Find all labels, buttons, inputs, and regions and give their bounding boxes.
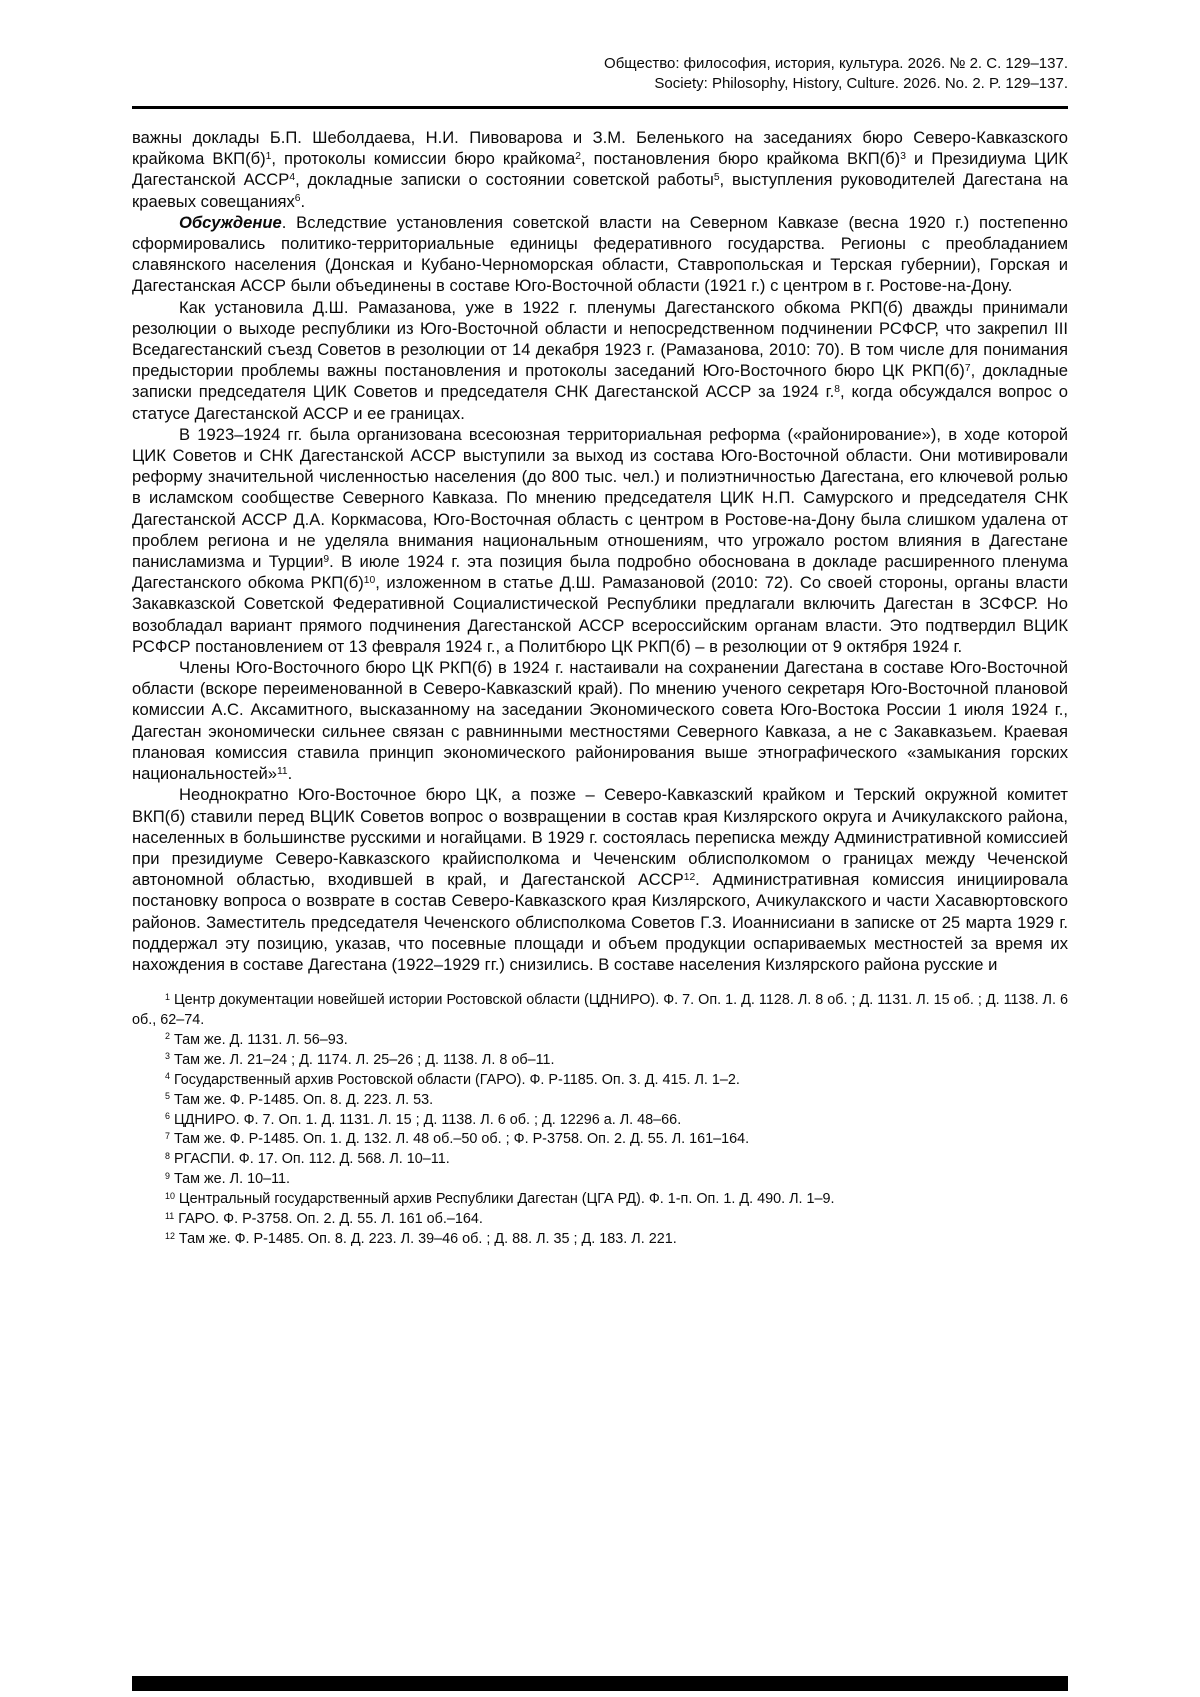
footnote xyxy=(132,1210,1068,1230)
journal-citation-ru: Общество: философия, история, культура. 2026. № 2. С. 129–137. xyxy=(604,55,1068,72)
text-run: . В июле 1924 г. эта позиция была подробно обоснована в докладе расширенного пленума Дагестанского обкома РКП(б) xyxy=(132,552,1068,593)
footnote-text: Там же. Л. 10–11. xyxy=(169,1171,291,1188)
paragraph xyxy=(132,784,1068,975)
footnote-text: Центр документации новейшей истории Ростовской области (ЦДНИРО). Ф. 7. Оп. 1. Д. 1128. Л. 8 об. ; Д. 1131. Л. 15 об. ; Д. 1138. Л. 6 об., 62–74. xyxy=(132,992,1069,1029)
bottom-page-bar xyxy=(132,1676,1068,1691)
footnote-ref: 1 xyxy=(265,151,272,163)
footnote xyxy=(132,1091,1068,1111)
footnote-marker: 2 xyxy=(165,1031,170,1042)
text-run: В 1923–1924 гг. была организована всесоюзная территориальная реформа («районирование»), в ходе которой ЦИК Советов и СНК Дагестанской АССР выступили за выход из состава Юго-Восточной области. Они мотивировали реформу значительной численностью населения (до 800 тыс. чел.) и полиэтничностью Дагестана, его ключевой ролью в исламском сообществе Северного Кавказа. По мнению председателя ЦИК Н.П. Самурского и председателя СНК Дагестанской АССР Д.А. Коркмасова, Юго-Восточная область с центром в Ростове-на-Дону была слишком удалена от проблем региона и не уделяла внимания национальным отношениям, что угрожало ростом влияния в Дагестане панисламизма и Турции xyxy=(132,424,1068,572)
footnote-text: Там же. Д. 1131. Л. 56–93. xyxy=(169,1031,348,1048)
footnote-marker: 10 xyxy=(165,1190,175,1201)
text-run: Неоднократно Юго-Восточное бюро ЦК, а позже – Северо-Кавказский крайком и Терский окружной комитет ВКП(б) ставили перед ВЦИК Советов вопрос о возвращении в состав края Кизлярского округа и Ачикулакского района, населенных в большинстве русскими и ногайцами. В 1929 г. состоялась переписка между Административной комиссией при президиуме Северо-Кавказского крайисполкома и Чеченским облисполкомом о границах между Чеченской автономной областью, входившей в край, и Дагестанской АССР xyxy=(132,785,1068,890)
paragraph xyxy=(132,212,1068,297)
footnote-marker: 5 xyxy=(165,1091,170,1102)
text-run: . Административная комиссия инициировала постановку вопроса о возврате в состав Северо-Кавказского края Кизлярского, Ачикулакского и части Хасавюртовского районов. Заместитель председателя Чеченского облисполкома Советов Г.З. Иоаннисиани в записке от 25 марта 1929 г. поддержал эту позицию, указав, что посевные площади и объем продукции оспариваемых местностей за время их нахождения в составе Дагестана (1922–1929 гг.) снизились. В составе населения Кизлярского района русские и xyxy=(132,870,1068,974)
footnote-marker: 9 xyxy=(165,1170,170,1181)
journal-header xyxy=(0,0,1200,94)
text-run: Как установила Д.Ш. Рамазанова, уже в 1922 г. пленумы Дагестанского обкома РКП(б) дважды принимали резолюции о выходе республики из Юго-Восточной области и непосредственном подчинении РСФСР, что закрепил III Вседагестанский съезд Советов в резолюции от 14 декабря 1923 г. (Рамазанова, 2010: 70). В том числе для понимания предыстории проблемы важны постановления и протоколы заседаний Юго-Восточного бюро ЦК РКП(б) xyxy=(132,297,1068,381)
footnote xyxy=(132,1031,1068,1051)
footnote xyxy=(132,1230,1068,1250)
footnote-ref: 2 xyxy=(575,151,581,163)
paragraph xyxy=(132,657,1068,784)
footnote-text: Там же. Ф. Р-1485. Оп. 1. Д. 132. Л. 48 об.–50 об. ; Ф. Р-3758. Оп. 2. Д. 55. Л. 161–164. xyxy=(169,1131,750,1148)
footnote-text: Там же. Л. 21–24 ; Д. 1174. Л. 25–26 ; Д. 1138. Л. 8 об–11. xyxy=(169,1051,555,1068)
text-run: Члены Юго-Восточного бюро ЦК РКП(б) в 1924 г. настаивали на сохранении Дагестана в составе Юго-Восточной области (вскоре переименованной в Северо-Кавказский край). По мнению ученого секретаря Юго-Восточной плановой комиссии А.С. Аксамитного, высказанному на заседании Экономического совета Юго-Востока России 1 июля 1924 г., Дагестан экономически сильнее связан с равнинными местностями Северного Кавказа, а не с Закавказьем. Краевая плановая комиссия ставила принцип экономического районирования выше этнографического «замыкания горских национальностей» xyxy=(132,658,1068,784)
footnote-text: Там же. Ф. Р-1485. Оп. 8. Д. 223. Л. 53. xyxy=(169,1091,434,1108)
footnote-ref: 8 xyxy=(834,384,840,396)
header-rule xyxy=(132,106,1068,109)
footnote-marker: 11 xyxy=(165,1210,175,1221)
footnote-text: Государственный архив Ростовской области (ГАРО). Ф. Р-1185. Оп. 3. Д. 415. Л. 1–2. xyxy=(169,1071,740,1088)
text-run: важны доклады Б.П. Шеболдаева, Н.И. Пивоварова и З.М. Беленького на заседаниях бюро Северо-Кавказского крайкома ВКП(б) xyxy=(132,128,1068,169)
text-run: Обсуждение xyxy=(179,212,282,232)
footnote-ref: 6 xyxy=(294,193,301,205)
footnote-ref: 9 xyxy=(323,553,330,565)
text-run: , докладные записки о состоянии советской работы xyxy=(295,170,714,190)
text-run: , изложенном в статье Д.Ш. Рамазановой (2010: 72). Со своей стороны, органы власти Закавказской Советской Федеративной Социалистической Республики предлагали включить Дагестан в ЗСФСР. Но возобладал вариант прямого подчинения Дагестанской АССР всероссийским органам власти. Это подтвердил ВЦИК РСФСР постановлением от 13 февраля 1924 г., а Политбюро ЦК РКП(б) – в резолюции от 9 октября 1924 г. xyxy=(132,573,1068,656)
text-run: , докладные записки председателя ЦИК Советов и председателя СНК Дагестанской АССР за 1924 г. xyxy=(132,361,1068,402)
article-body xyxy=(132,127,1068,975)
footnote-marker: 7 xyxy=(165,1131,170,1142)
footnote xyxy=(132,1190,1068,1210)
text-run: и Президиума ЦИК Дагестанской АССР xyxy=(132,149,1068,190)
footnote-marker: 6 xyxy=(165,1111,170,1122)
footnote-text: Там же. Ф. Р-1485. Оп. 8. Д. 223. Л. 39–46 об. ; Д. 88. Л. 35 ; Д. 183. Л. 221. xyxy=(174,1231,677,1247)
paragraph xyxy=(132,127,1068,212)
footnote-ref: 7 xyxy=(964,363,971,375)
footnote-text: ГАРО. Ф. Р-3758. Оп. 2. Д. 55. Л. 161 об.–164. xyxy=(174,1211,483,1228)
footnote xyxy=(132,991,1068,1031)
footnote-ref: 12 xyxy=(683,871,696,883)
paragraph xyxy=(132,297,1068,424)
footnote-ref: 4 xyxy=(289,172,296,184)
paragraph xyxy=(132,424,1068,657)
footnote-text: ЦДНИРО. Ф. 7. Оп. 1. Д. 1131. Л. 15 ; Д. 1138. Л. 6 об. ; Д. 12296 а. Л. 48–66. xyxy=(169,1111,682,1128)
footnote-text: Центральный государственный архив Республики Дагестан (ЦГА РД). Ф. 1-п. Оп. 1. Д. 490. Л. 1–9. xyxy=(174,1191,835,1208)
footnote-text: РГАСПИ. Ф. 17. Оп. 112. Д. 568. Л. 10–11. xyxy=(169,1151,450,1168)
text-run: . xyxy=(300,191,306,211)
footnote xyxy=(132,1130,1068,1150)
footnote-ref: 11 xyxy=(276,765,288,777)
footnote xyxy=(132,1071,1068,1091)
footnote-ref: 5 xyxy=(713,172,720,184)
footnotes xyxy=(132,991,1068,1250)
footnote-marker: 4 xyxy=(165,1071,170,1082)
footnote-ref: 10 xyxy=(363,575,376,587)
footnote-marker: 12 xyxy=(165,1230,175,1241)
text-run: . xyxy=(287,764,293,784)
footnote xyxy=(132,1170,1068,1190)
text-run: , постановления бюро крайкома ВКП(б) xyxy=(580,149,901,169)
footnote-marker: 1 xyxy=(165,991,170,1002)
footnote xyxy=(132,1150,1068,1170)
text-run: , когда обсуждался вопрос о статусе Дагестанской АССР и ее границах. xyxy=(132,382,1068,423)
journal-citation-en: Society: Philosophy, History, Culture. 2026. No. 2. P. 129–137. xyxy=(654,75,1068,92)
text-run: , протоколы комиссии бюро крайкома xyxy=(271,149,576,169)
footnote-marker: 8 xyxy=(165,1150,170,1161)
footnote xyxy=(132,1111,1068,1131)
footnote xyxy=(132,1051,1068,1071)
text-run: . Вследствие установления советской власти на Северном Кавказе (весна 1920 г.) постепенно сформировались политико-территориальные единицы федеративного государства. Регионы с преобладанием славянского населения (Донская и Кубано-Черноморская области, Ставропольская и Терская губернии), Горская и Дагестанская АССР были объединены в составе Юго-Восточной области (1921 г.) с центром в г. Ростове-на-Дону. xyxy=(132,212,1068,296)
footnote-ref: 3 xyxy=(900,151,906,163)
footnote-marker: 3 xyxy=(165,1051,170,1062)
text-run: , выступления руководителей Дагестана на краевых совещаниях xyxy=(132,170,1068,211)
